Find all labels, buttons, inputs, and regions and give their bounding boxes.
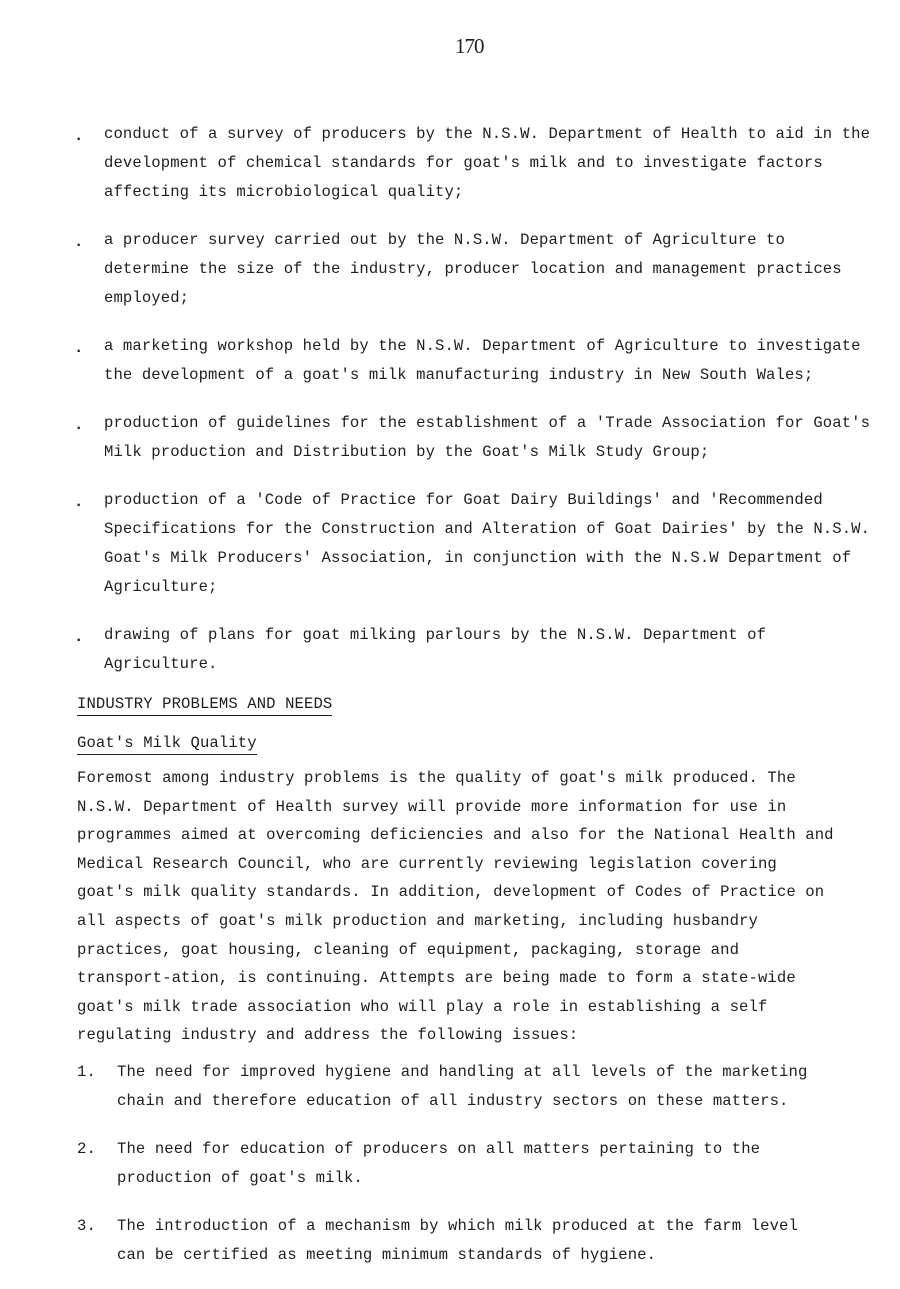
numbered-item <box>0 1135 827 1193</box>
bullet-text: conduct of a survey of producers by the N.S.W. Department of Health to aid in the development of chemical standards for goat's milk and to investigate factors affecting its microbiological quality; <box>104 125 871 201</box>
activities-bullet-list <box>0 120 900 698</box>
bullet-marker: . <box>74 339 84 357</box>
bullet-text: production of guidelines for the establishment of a 'Trade Association for Goat's Milk production and Distribution by the Goat's Milk Study Group; <box>104 414 871 461</box>
page-number: 170 <box>455 34 484 58</box>
item-number: 2. <box>77 1140 96 1158</box>
bullet-item <box>0 409 874 467</box>
bullet-marker: . <box>74 127 84 145</box>
bullet-item <box>0 226 874 313</box>
issues-numbered-list <box>0 1058 900 1289</box>
numbered-item <box>0 1212 827 1270</box>
item-text: The need for improved hygiene and handling at all levels of the marketing chain and therefore education of all industry sectors on these matters. <box>117 1063 808 1110</box>
bullet-item <box>0 486 874 602</box>
bullet-text: a producer survey carried out by the N.S.W. Department of Agriculture to determine the size of the industry, producer location and management practices employed; <box>104 231 842 307</box>
numbered-item <box>0 1058 827 1116</box>
bullet-text: production of a 'Code of Practice for Goat Dairy Buildings' and 'Recommended Specifications for the Construction and Alteration of Goat Dairies' by the N.S.W. Goat's Milk Producers' Association, in conjunction with the N.S.W Department of Agriculture; <box>104 491 871 596</box>
subsection-heading: Goat's Milk Quality <box>77 732 257 755</box>
section-heading: INDUSTRY PROBLEMS AND NEEDS <box>77 693 332 716</box>
body-paragraph: Foremost among industry problems is the quality of goat's milk produced. The N.S.W. Department of Health survey will provide more information for use in programmes aimed at overcoming deficiencies and also for the National Health and Medical Research Council, who are currently reviewing legislation covering goat's milk quality standards. In addition, development of Codes of Practice on all aspects of goat's milk production and marketing, including husbandry practices, goat housing, cleaning of equipment, packaging, storage and transport-ation, is continuing. Attempts are being made to form a state-wide goat's milk trade association who will play a role in establishing a self regulating industry and address the following issues: <box>77 769 834 1045</box>
bullet-marker: . <box>74 493 84 511</box>
bullet-text: a marketing workshop held by the N.S.W. Department of Agriculture to investigate the development of a goat's milk manufacturing industry in New South Wales; <box>104 337 861 384</box>
item-number: 1. <box>77 1063 96 1081</box>
bullet-marker: . <box>74 628 84 646</box>
bullet-item <box>0 120 874 207</box>
item-text: The need for education of producers on all matters pertaining to the production of goat's milk. <box>117 1140 761 1187</box>
bullet-marker: . <box>74 416 84 434</box>
item-text: The introduction of a mechanism by which milk produced at the farm level can be certified as meeting minimum standards of hygiene. <box>117 1217 798 1264</box>
bullet-text: drawing of plans for goat milking parlours by the N.S.W. Department of Agriculture. <box>104 626 767 673</box>
bullet-marker: . <box>74 233 84 251</box>
item-number: 3. <box>77 1217 96 1235</box>
bullet-item <box>0 621 874 679</box>
bullet-item <box>0 332 874 390</box>
